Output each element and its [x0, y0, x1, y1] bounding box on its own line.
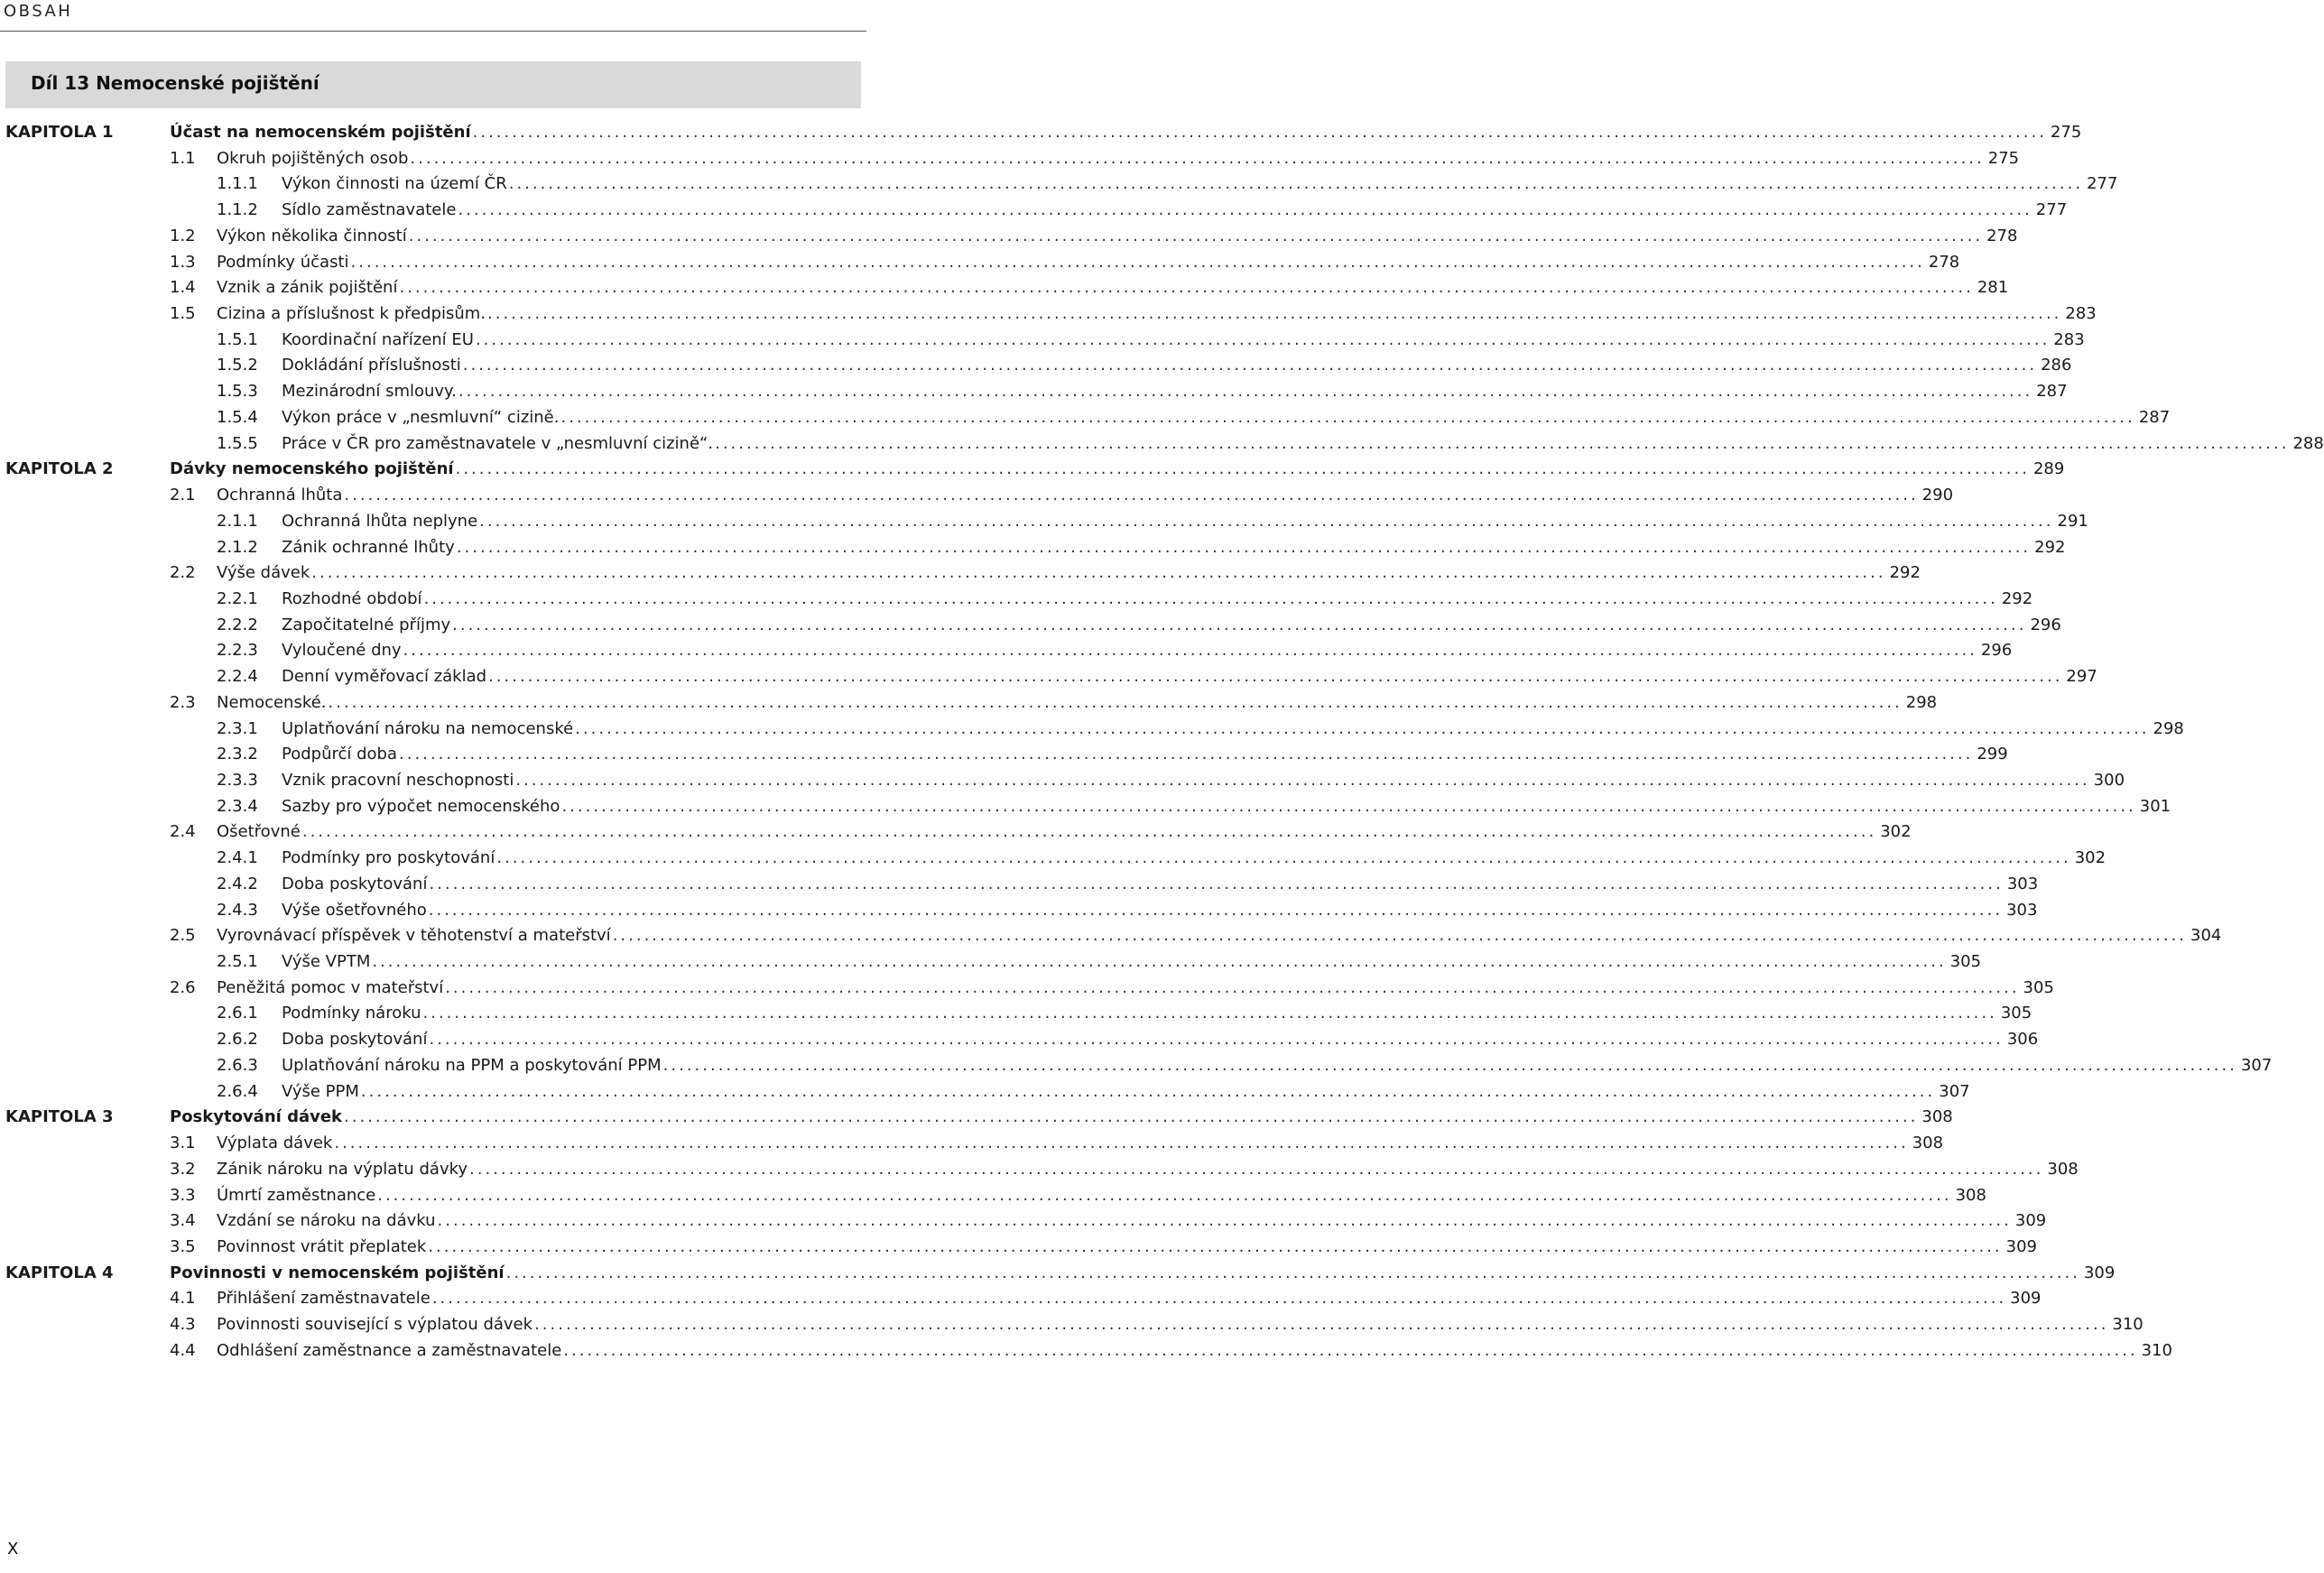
toc-entry[interactable]: [0, 638, 2013, 663]
toc-section-number: 2.3.2: [217, 745, 258, 764]
toc-page-number: 275: [2050, 123, 2082, 142]
toc-entry-title: Podmínky nároku: [282, 1004, 421, 1023]
toc-page-number: 277: [2035, 200, 2068, 220]
toc-section-number: 1.5.2: [217, 356, 258, 375]
toc-entry-title: Dávky nemocenského pojištění: [170, 459, 454, 479]
toc-section-number: 2.1.2: [217, 537, 258, 557]
toc-entry[interactable]: [0, 171, 2118, 197]
toc-section-number: 2.6.1: [217, 1004, 258, 1023]
toc-entry[interactable]: [0, 275, 2009, 301]
toc-page-number: 298: [2153, 718, 2184, 738]
toc-page-number: 305: [2000, 1004, 2032, 1023]
toc-entry-title: Povinnost vrátit přeplatek: [217, 1236, 427, 1256]
toc-entry[interactable]: [0, 535, 2066, 560]
dot-leader: ........................................................................................................................................................................................................: [456, 537, 2032, 557]
toc-entry[interactable]: [0, 1079, 1970, 1105]
toc-page-number: 309: [2083, 1263, 2116, 1282]
toc-section-number: 2.4.1: [217, 848, 258, 868]
toc-page-number: 307: [1939, 1081, 1970, 1101]
toc-entry[interactable]: [0, 976, 2054, 1001]
toc-section-number: 2.3.3: [217, 771, 258, 790]
toc-entry-title: Přihlášení zaměstnavatele: [217, 1289, 431, 1309]
toc-entry[interactable]: [0, 664, 2097, 689]
dot-leader: ........................................................................................................................................................................................................: [563, 1340, 2138, 1360]
toc-entry[interactable]: [0, 1131, 1944, 1156]
toc-page-number: 292: [2001, 588, 2033, 608]
dot-leader: ........................................................................................................................................................................................................: [612, 926, 2188, 946]
toc-entry-title: Vyrovnávací příspěvek v těhotenství a mateřství: [217, 926, 611, 946]
toc-entry-title: Koordinační nařízení EU: [282, 329, 474, 349]
toc-entry[interactable]: [0, 379, 2068, 404]
toc-section-number: 2.3.1: [217, 718, 258, 738]
toc-entry-title: Výkon několika činností: [217, 226, 407, 245]
toc-section-number: 1.5.4: [217, 407, 258, 427]
toc-entry-title: Zánik ochranné lhůty: [282, 537, 455, 557]
toc-entry-title: Výše VPTM: [282, 952, 371, 972]
toc-entry[interactable]: [0, 1183, 1986, 1208]
toc-page-number: 302: [1880, 822, 1912, 842]
dot-leader: ........................................................................................................................................................................................................: [458, 382, 2033, 402]
toc-entry[interactable]: [0, 198, 2068, 223]
toc-section-number: 2.3.4: [217, 796, 258, 816]
toc-entry-title: Sídlo zaměstnavatele: [282, 200, 457, 220]
toc-entry-title: Vznik pracovní neschopnosti: [282, 771, 514, 790]
toc-page-number: 309: [2014, 1211, 2047, 1231]
toc-page-number: 278: [1928, 252, 1960, 272]
toc-entry-title: Nemocenské.: [217, 692, 327, 712]
toc-entry-title: Vznik a zánik pojištění: [217, 278, 398, 298]
toc-page-number: 297: [2066, 667, 2097, 687]
toc-page-number: 291: [2057, 511, 2088, 531]
toc-entry[interactable]: [0, 923, 2222, 948]
dot-leader: ........................................................................................................................................................................................................: [662, 1055, 2237, 1075]
toc-section-number: 2.4: [170, 822, 196, 842]
toc-entry[interactable]: [0, 898, 2038, 923]
dot-leader: ........................................................................................................................................................................................................: [399, 278, 1974, 298]
toc-section-number: 4.3: [170, 1315, 196, 1335]
toc-section-number: 3.1: [170, 1133, 196, 1153]
toc-page-number: 299: [1977, 745, 2008, 764]
toc-entry-title: Ochranná lhůta neplyne: [282, 511, 478, 531]
toc-entry[interactable]: [0, 1261, 2116, 1286]
toc-page-number: 296: [2030, 615, 2061, 634]
dot-leader: ........................................................................................................................................................................................................: [423, 588, 1998, 608]
toc-entry[interactable]: [0, 717, 2184, 742]
dot-leader: ........................................................................................................................................................................................................: [344, 486, 1919, 505]
dot-leader: ........................................................................................................................................................................................................: [301, 822, 1877, 842]
toc-section-number: 2.3: [170, 692, 196, 712]
toc-section-number: 1.3: [170, 252, 196, 272]
dot-leader: ........................................................................................................................................................................................................: [505, 1263, 2080, 1282]
toc-entry-title: Výkon práce v „nesmluvní“ cizině.: [282, 407, 560, 427]
dot-leader: ........................................................................................................................................................................................................: [445, 977, 2020, 997]
toc-section-number: 2.2.3: [217, 641, 258, 661]
toc-entry-title: Doba poskytování: [282, 874, 428, 893]
dot-leader: ........................................................................................................................................................................................................: [452, 615, 2027, 634]
toc-section-number: 3.5: [170, 1236, 196, 1256]
toc-page-number: 310: [2141, 1340, 2172, 1360]
page-folio: X: [7, 1540, 19, 1559]
dot-leader: ........................................................................................................................................................................................................: [496, 848, 2071, 868]
toc-chapter-label: KAPITOLA 1: [5, 123, 114, 142]
dot-leader: ........................................................................................................................................................................................................: [455, 459, 2030, 479]
toc-entry-title: Úmrtí zaměstnance: [217, 1185, 376, 1205]
dot-leader: ........................................................................................................................................................................................................: [431, 1289, 2007, 1309]
toc-page-number: 308: [1921, 1107, 1953, 1127]
toc-page-number: 286: [2041, 356, 2072, 375]
dot-leader: ........................................................................................................................................................................................................: [534, 1315, 2109, 1335]
toc-page-number: 309: [2010, 1289, 2042, 1309]
dot-leader: ........................................................................................................................................................................................................: [422, 1004, 1997, 1023]
part-title-box: [5, 61, 861, 108]
dot-leader: ........................................................................................................................................................................................................: [328, 692, 1903, 712]
dot-leader: ........................................................................................................................................................................................................: [561, 796, 2136, 816]
dot-leader: ........................................................................................................................................................................................................: [403, 641, 1977, 661]
toc-page-number: 307: [2240, 1055, 2273, 1075]
toc-chapter-label: KAPITOLA 3: [5, 1107, 114, 1127]
toc-entry-title: Podmínky účasti: [217, 252, 349, 272]
toc-section-number: 1.1.2: [217, 200, 258, 220]
dot-leader: ........................................................................................................................................................................................................: [469, 1159, 2044, 1179]
toc-page-number: 290: [1921, 486, 1954, 505]
toc-page-number: 287: [2036, 382, 2068, 402]
toc-entry[interactable]: [0, 1312, 2143, 1337]
toc-entry[interactable]: [0, 509, 2088, 534]
dot-leader: ........................................................................................................................................................................................................: [429, 1030, 2004, 1050]
toc-section-number: 3.3: [170, 1185, 196, 1205]
toc-entry-title: Okruh pojištěných osob: [217, 148, 409, 168]
toc-page-number: 306: [2006, 1030, 2039, 1050]
toc-chapter-label: KAPITOLA 2: [5, 459, 114, 479]
toc-entry[interactable]: [0, 405, 2171, 430]
toc-section-number: 1.2: [170, 226, 196, 245]
dot-leader: ........................................................................................................................................................................................................: [377, 1185, 1952, 1205]
dot-leader: ........................................................................................................................................................................................................: [487, 304, 2062, 324]
toc-entry[interactable]: [0, 353, 2072, 378]
dot-leader: ........................................................................................................................................................................................................: [515, 771, 2090, 790]
dot-leader: ........................................................................................................................................................................................................: [472, 123, 2047, 142]
toc-entry-title: Poskytování dávek: [170, 1107, 343, 1127]
toc-entry[interactable]: [0, 1208, 2047, 1234]
toc-section-number: 1.4: [170, 278, 196, 298]
dot-leader: ........................................................................................................................................................................................................: [437, 1211, 2012, 1231]
toc-entry-title: Odhlášení zaměstnance a zaměstnavatele: [217, 1340, 562, 1360]
toc-entry-title: Výše dávek: [217, 563, 310, 583]
toc-entry-title: Cizina a příslušnost k předpisům.: [217, 304, 486, 324]
toc-entry-title: Peněžitá pomoc v mateřství: [217, 977, 444, 997]
toc-entry-title: Povinnosti související s výplatou dávek: [217, 1315, 533, 1335]
dot-leader: ........................................................................................................................................................................................................: [508, 174, 2084, 194]
toc-entry-title: Povinnosti v nemocenském pojištění: [170, 1263, 505, 1282]
dot-leader: ........................................................................................................................................................................................................: [360, 1081, 1936, 1101]
toc-entry[interactable]: [0, 768, 2125, 793]
toc-section-number: 1.1.1: [217, 174, 258, 194]
toc-section-number: 2.2.2: [217, 615, 258, 634]
toc-entry[interactable]: [0, 431, 2324, 457]
dot-leader: ........................................................................................................................................................................................................: [344, 1107, 1919, 1127]
toc-section-number: 2.4.2: [217, 874, 258, 893]
toc-section-number: 2.1.1: [217, 511, 258, 531]
toc-section-number: 2.5.1: [217, 952, 258, 972]
toc-entry[interactable]: [0, 794, 2171, 819]
toc-entry[interactable]: [0, 328, 2085, 353]
toc-section-number: 2.2.4: [217, 667, 258, 687]
toc-section-number: 3.2: [170, 1159, 196, 1179]
dot-leader: ........................................................................................................................................................................................................: [311, 563, 1886, 583]
toc-page-number: 283: [2065, 304, 2097, 324]
toc-entry[interactable]: [0, 1286, 2042, 1311]
toc-entry-title: Podpůrčí doba: [282, 745, 398, 764]
toc-entry-title: Rozhodné období: [282, 588, 422, 608]
part-title: Díl 13 Nemocenské pojištění: [31, 72, 319, 94]
toc-entry-title: Dokládání příslušnosti: [282, 356, 461, 375]
toc-entry-title: Zánik nároku na výplatu dávky: [217, 1159, 468, 1179]
toc-entry-title: Práce v ČR pro zaměstnavatele v „nesmluvní cizině“.: [282, 433, 714, 453]
dot-leader: ........................................................................................................................................................................................................: [334, 1133, 1909, 1153]
toc-section-number: 2.2.1: [217, 588, 258, 608]
toc-page-number: 281: [1977, 278, 2009, 298]
toc-entry[interactable]: [0, 742, 2008, 767]
toc-section-number: 4.1: [170, 1289, 196, 1309]
dot-leader: ........................................................................................................................................................................................................: [479, 511, 2054, 531]
toc-page-number: 283: [2053, 329, 2085, 349]
toc-page-number: 277: [2087, 174, 2118, 194]
toc-section-number: 1.1: [170, 148, 196, 168]
toc-page-number: 308: [1912, 1133, 1944, 1153]
toc-page-number: 308: [1955, 1185, 1986, 1205]
toc-entry-title: Denní vyměřovací základ: [282, 667, 487, 687]
toc-entry[interactable]: [0, 250, 1960, 275]
toc-entry[interactable]: [0, 1001, 2032, 1026]
toc-section-number: 2.6.4: [217, 1081, 258, 1101]
toc-page-number: 301: [2139, 796, 2171, 816]
toc-entry[interactable]: [0, 301, 2097, 327]
toc-section-number: 2.6.2: [217, 1030, 258, 1050]
dot-leader: ........................................................................................................................................................................................................: [399, 745, 1974, 764]
toc-entry-title: Výše ošetřovného: [282, 900, 427, 920]
toc-page-number: 305: [1949, 952, 1982, 972]
toc-page-number: 310: [2112, 1315, 2143, 1335]
running-head: OBSAH: [4, 2, 73, 21]
toc-page-number: 288: [2292, 433, 2324, 453]
dot-leader: ........................................................................................................................................................................................................: [488, 667, 2063, 687]
toc-page-number: 303: [2006, 874, 2039, 893]
toc-section-number: 4.4: [170, 1340, 196, 1360]
toc-entry[interactable]: [0, 146, 2020, 171]
toc-entry-title: Vyloučené dny: [282, 641, 402, 661]
toc-page-number: 302: [2074, 848, 2106, 868]
toc-section-number: 2.5: [170, 926, 196, 946]
toc-entry[interactable]: [0, 1027, 2039, 1052]
toc-entry-title: Započitatelné příjmy: [282, 615, 451, 634]
toc-page-number: 304: [2190, 926, 2222, 946]
dot-leader: ........................................................................................................................................................................................................: [372, 952, 1947, 972]
toc-entry[interactable]: [0, 483, 1954, 508]
toc-page-number: 296: [1980, 641, 2013, 661]
dot-leader: ........................................................................................................................................................................................................: [575, 718, 2150, 738]
toc-chapter-label: KAPITOLA 4: [5, 1263, 114, 1282]
toc-section-number: 2.6.3: [217, 1055, 258, 1075]
toc-section-number: 1.5.1: [217, 329, 258, 349]
toc-page-number: 300: [2093, 771, 2125, 790]
dot-leader: ........................................................................................................................................................................................................: [462, 356, 2038, 375]
toc-entry-title: Uplatňování nároku na nemocenské: [282, 718, 574, 738]
toc-entry[interactable]: [0, 1105, 1953, 1130]
toc-entry-title: Ochranná lhůta: [217, 486, 343, 505]
toc-section-number: 2.2: [170, 563, 196, 583]
toc-section-number: 1.5: [170, 304, 196, 324]
dot-leader: ........................................................................................................................................................................................................: [429, 874, 2004, 893]
toc-entry[interactable]: [0, 560, 1921, 586]
toc-entry[interactable]: [0, 587, 2033, 612]
toc-entry[interactable]: [0, 690, 1938, 716]
toc-section-number: 2.4.3: [217, 900, 258, 920]
toc-entry-title: Vzdání se nároku na dávku: [217, 1211, 436, 1231]
toc-entry-title: Výplata dávek: [217, 1133, 333, 1153]
toc-entry[interactable]: [0, 872, 2039, 897]
toc-entry-title: Ošetřovné: [217, 822, 301, 842]
toc-entry[interactable]: [0, 613, 2061, 638]
toc-section-number: 1.5.3: [217, 382, 258, 402]
toc-entry[interactable]: [0, 1338, 2172, 1364]
toc-section-number: 1.5.5: [217, 433, 258, 453]
toc-page-number: 309: [2005, 1236, 2038, 1256]
toc-page-number: 278: [1986, 226, 2018, 245]
toc-page-number: 298: [1905, 692, 1938, 712]
dot-leader: ........................................................................................................................................................................................................: [428, 900, 2004, 920]
toc-entry-title: Výše PPM: [282, 1081, 359, 1101]
toc-entry[interactable]: [0, 949, 1982, 975]
toc-page-number: 292: [2034, 537, 2066, 557]
toc-entry[interactable]: [0, 224, 2018, 249]
dot-leader: ........................................................................................................................................................................................................: [410, 148, 1985, 168]
toc-page-number: 275: [1987, 148, 2020, 168]
toc-page-number: 308: [2047, 1159, 2079, 1179]
toc-page-number: 303: [2006, 900, 2038, 920]
toc-entry[interactable]: [0, 1157, 2079, 1182]
toc-entry-title: Doba poskytování: [282, 1030, 428, 1050]
toc-entry-title: Výkon činnosti na území ČR: [282, 174, 507, 194]
header-rule: [0, 31, 866, 32]
toc-entry-title: Účast na nemocenském pojištění: [170, 123, 471, 142]
toc-entry[interactable]: [0, 819, 1912, 845]
dot-leader: ........................................................................................................................................................................................................: [428, 1236, 2003, 1256]
toc-entry[interactable]: [0, 1053, 2273, 1078]
toc-entry-title: Sazby pro výpočet nemocenského: [282, 796, 560, 816]
dot-leader: ........................................................................................................................................................................................................: [458, 200, 2032, 220]
dot-leader: ........................................................................................................................................................................................................: [560, 407, 2135, 427]
toc-page-number: 305: [2023, 977, 2054, 997]
toc-section-number: 3.4: [170, 1211, 196, 1231]
dot-leader: ........................................................................................................................................................................................................: [475, 329, 2051, 349]
toc-entry[interactable]: [0, 120, 2082, 145]
dot-leader: ........................................................................................................................................................................................................: [408, 226, 1984, 245]
toc-page-number: 289: [2032, 459, 2065, 479]
dot-leader: ........................................................................................................................................................................................................: [715, 433, 2290, 453]
toc-section-number: 2.6: [170, 977, 196, 997]
toc-section-number: 2.1: [170, 486, 196, 505]
toc-entry-title: Podmínky pro poskytování: [282, 848, 495, 868]
toc-entry[interactable]: [0, 846, 2106, 871]
toc-entry-title: Uplatňování nároku na PPM a poskytování PPM: [282, 1055, 662, 1075]
toc-entry-title: Mezinárodní smlouvy.: [282, 382, 457, 402]
dot-leader: ........................................................................................................................................................................................................: [350, 252, 1925, 272]
toc-entry[interactable]: [0, 1235, 2038, 1260]
toc-entry[interactable]: [0, 457, 2065, 482]
toc-page-number: 292: [1889, 563, 1921, 583]
toc-page-number: 287: [2138, 407, 2171, 427]
